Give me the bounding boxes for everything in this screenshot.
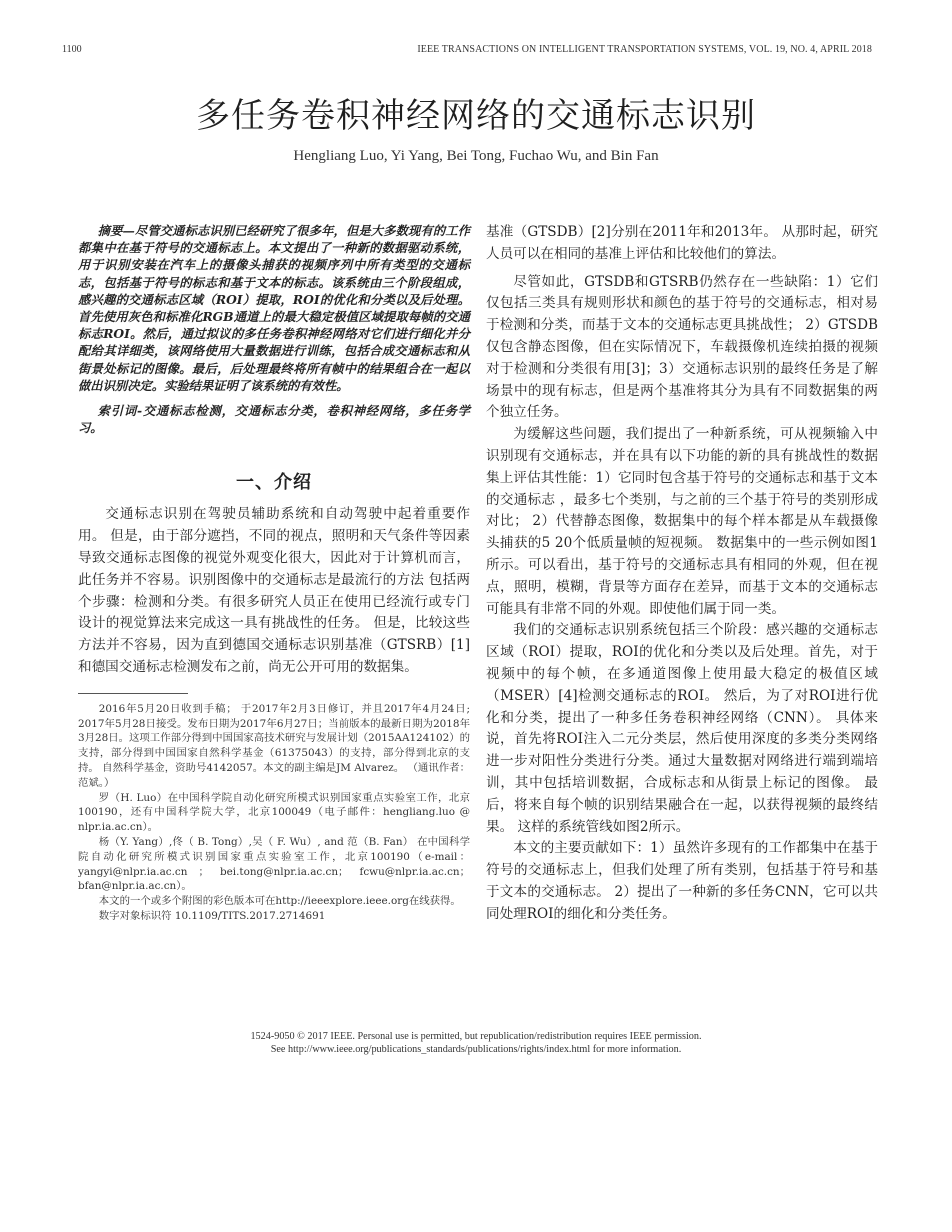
paragraph-continued: 基准（GTSDB）[2]分别在2011年和2013年。 从那时起，研究人员可以在相同的基准上评估和比较他们的算法。 [486,224,878,262]
abstract: 摘要—尽管交通标志识别已经研究了很多年，但是大多数现有的工作都集中在基于符号的交通标志上。本文提出了一种新的数据驱动系统，用于识别安装在汽车上的摄像头捕获的视频序列中所有类型的交通标志，包括基于符号的标志和基于文本的标志。该系统由三个阶段组成，感兴趣的交通标志区域（ROI）提取，ROI的优化和分类以及后处理。首先使用灰色和标准化RGB通道上的最大稳定极值区域提取每帧的交通标志ROI。然后，通过拟议的多任务卷积神经网络对它们进行细化并分配给其详细类，该网络使用大量数据进行训练，包括合成交通标志和从街景处标记的图像。最后，后处理最终将所有帧中的结果组合在一起以做出识别决定。实验结果证明了该系统的有效性。 [78,223,470,393]
paragraph-new-system: 为缓解这些问题，我们提出了一种新系统，可从视频输入中识别现有交通标志，并在具有以下功能的新的具有挑战性的数据集上评估其性能：1）它同时包含基于符号的交通标志和基于文本的交通标志 ，最多七个类别，与之前的三个基于符号的类别形成对比； 2）代替静态图像，数据集中的每个样本都是从车载摄像头捕获的5 20个低质量帧的短视频。 数据集中的一些示例如图1所示。可以看出，基于符号的交通标志具有相同的外观，但在视点，照明，模糊，背景等方面存在差异，而基于文本的交通标志可能具有非常不同的外观。即使他们属于同一类。 [486,426,878,617]
copyright-footer [0,1030,952,1056]
footnote-author-luo: 罗（H. Luo）在中国科学院自动化研究所模式识别国家重点实验室工作，北京100190，还有中国科学院大学，北京100049（电子邮件：hengliang.luo @ nlpr.ia.ac.cn）。 [78,791,470,834]
footnote-color-figures: 本文的一个或多个附图的彩色版本可在http://ieeexplore.ieee.org在线获得。 [98,895,461,908]
paper-title: 多任务卷积神经网络的交通标志识别 [196,96,756,136]
right-column [486,222,878,926]
author-list: Hengliang Luo, Yi Yang, Bei Tong, Fuchao Wu, and Bin Fan [293,148,659,164]
index-terms: 索引词-交通标志检测，交通标志分类，卷积神经网络，多任务学习。 [78,403,470,436]
journal-header: IEEE TRANSACTIONS ON INTELLIGENT TRANSPORTATION SYSTEMS, VOL. 19, NO. 4, APRIL 2018 [417,44,872,55]
footnote-dates-funding: 2016年5月20日收到手稿； 于2017年2月3日修订，并且2017年4月24日; 2017年5月28日接受。发布日期为2017年6月27日；当前版本的最新日期为2018年3月28日。这项工作部分得到中国国家高技术研究与发展计划（2015AA124102）的支持，部分得到中国国家自然科学基金（61375043）的支持，部分得到北京的支持。 自然科学基金，资助号4142057。本文的副主编是JM Alvarez。 （通讯作者：范斌。） [78,702,470,789]
paragraph-contributions: 本文的主要贡献如下：1）虽然许多现有的工作都集中在基于符号的交通标志上，但我们处理了所有类别，包括基于符号和基于文本的交通标志。 2）提出了一种新的多任务CNN，它可以共同处理ROI的细化和分类任务。 [486,840,878,922]
permissions-link[interactable]: See http://www.ieee.org/publications_standards/publications/rights/index.html for more information. [270,1044,682,1055]
section-heading: 一、介绍 [236,472,312,494]
page-number: 1100 [62,44,82,55]
paragraph-limitations: 尽管如此，GTSDB和GTSRB仍然存在一些缺陷：1）它们仅包括三类具有规则形状和颜色的基于符号的交通标志，相对易于检测和分类，而基于文本的交通标志更具挑战性； 2）GTSDB仅包含静态图像，但在实际情况下，车载摄像机连续拍摄的视频对于检测和分类很有用[3]；3）交通标志识别的最终任务是了解场景中的现有标志，但是两个基准将其分为具有不同数据集的两个独立任务。 [486,273,878,421]
footnote-divider [78,693,188,694]
left-column [78,222,470,924]
paragraph-pipeline: 我们的交通标志识别系统包括三个阶段：感兴趣的交通标志区域（ROI）提取，ROI的优化和分类以及后处理。首先，对于视频中的每个帧，在多通道图像上使用最大稳定的极值区域（MSER）[4]检测交通标志的ROI。 然后，为了对ROI进行优化和分类，提出了一种多任务卷积神经网络（CNN）。 具体来说，首先将ROI注入二元分类层，然后使用深度的多类分类网络进一步对阳性分类进行分类。通过大量数据对网络进行端到端培训，其中包括培训数据，合成标志和从街景上标记的图像。 最后，将来自每个帧的识别结果融合在一起，以获得视频的最终结果。 这样的系统管线如图2所示。 [486,622,878,835]
intro-paragraph: 交通标志识别在驾驶员辅助系统和自动驾驶中起着重要作用。 但是，由于部分遮挡，不同的视点，照明和天气条件等因素导致交通标志图像的视觉外观变化很大，因此对于计算机而言，此任务并不容易。识别图像中的交通标志是最流行的方法 包括两个步骤：检测和分类。有很多研究人员正在使用已经流行或专门设计的视觉算法来完成这一具有挑战性的任务。 但是，比较这些方法并不容易，因为直到德国交通标志识别基准（GTSRB）[1]和德国交通标志检测发布之前，尚无公开可用的数据集。 [78,506,470,676]
footnote-other-authors: 杨（Y. Yang）,佟（ B. Tong）,吴（ F. Wu）, and 范（B. Fan） 在中国科学院自动化研究所模式识别国家重点实验室工作，北京100190（e-mail：yangyi@nlpr.ia.ac.cn ； bei.tong@nlpr.ia.ac.cn； fcwu@nlpr.ia.ac.cn；bfan@nlpr.ia.ac.cn）。 [78,835,470,893]
copyright-line: 1524-9050 © 2017 IEEE. Personal use is permitted, but republication/redistribution requires IEEE permission. [250,1031,702,1042]
footnote-doi: 数字对象标识符 10.1109/TITS.2017.2714691 [98,909,326,922]
